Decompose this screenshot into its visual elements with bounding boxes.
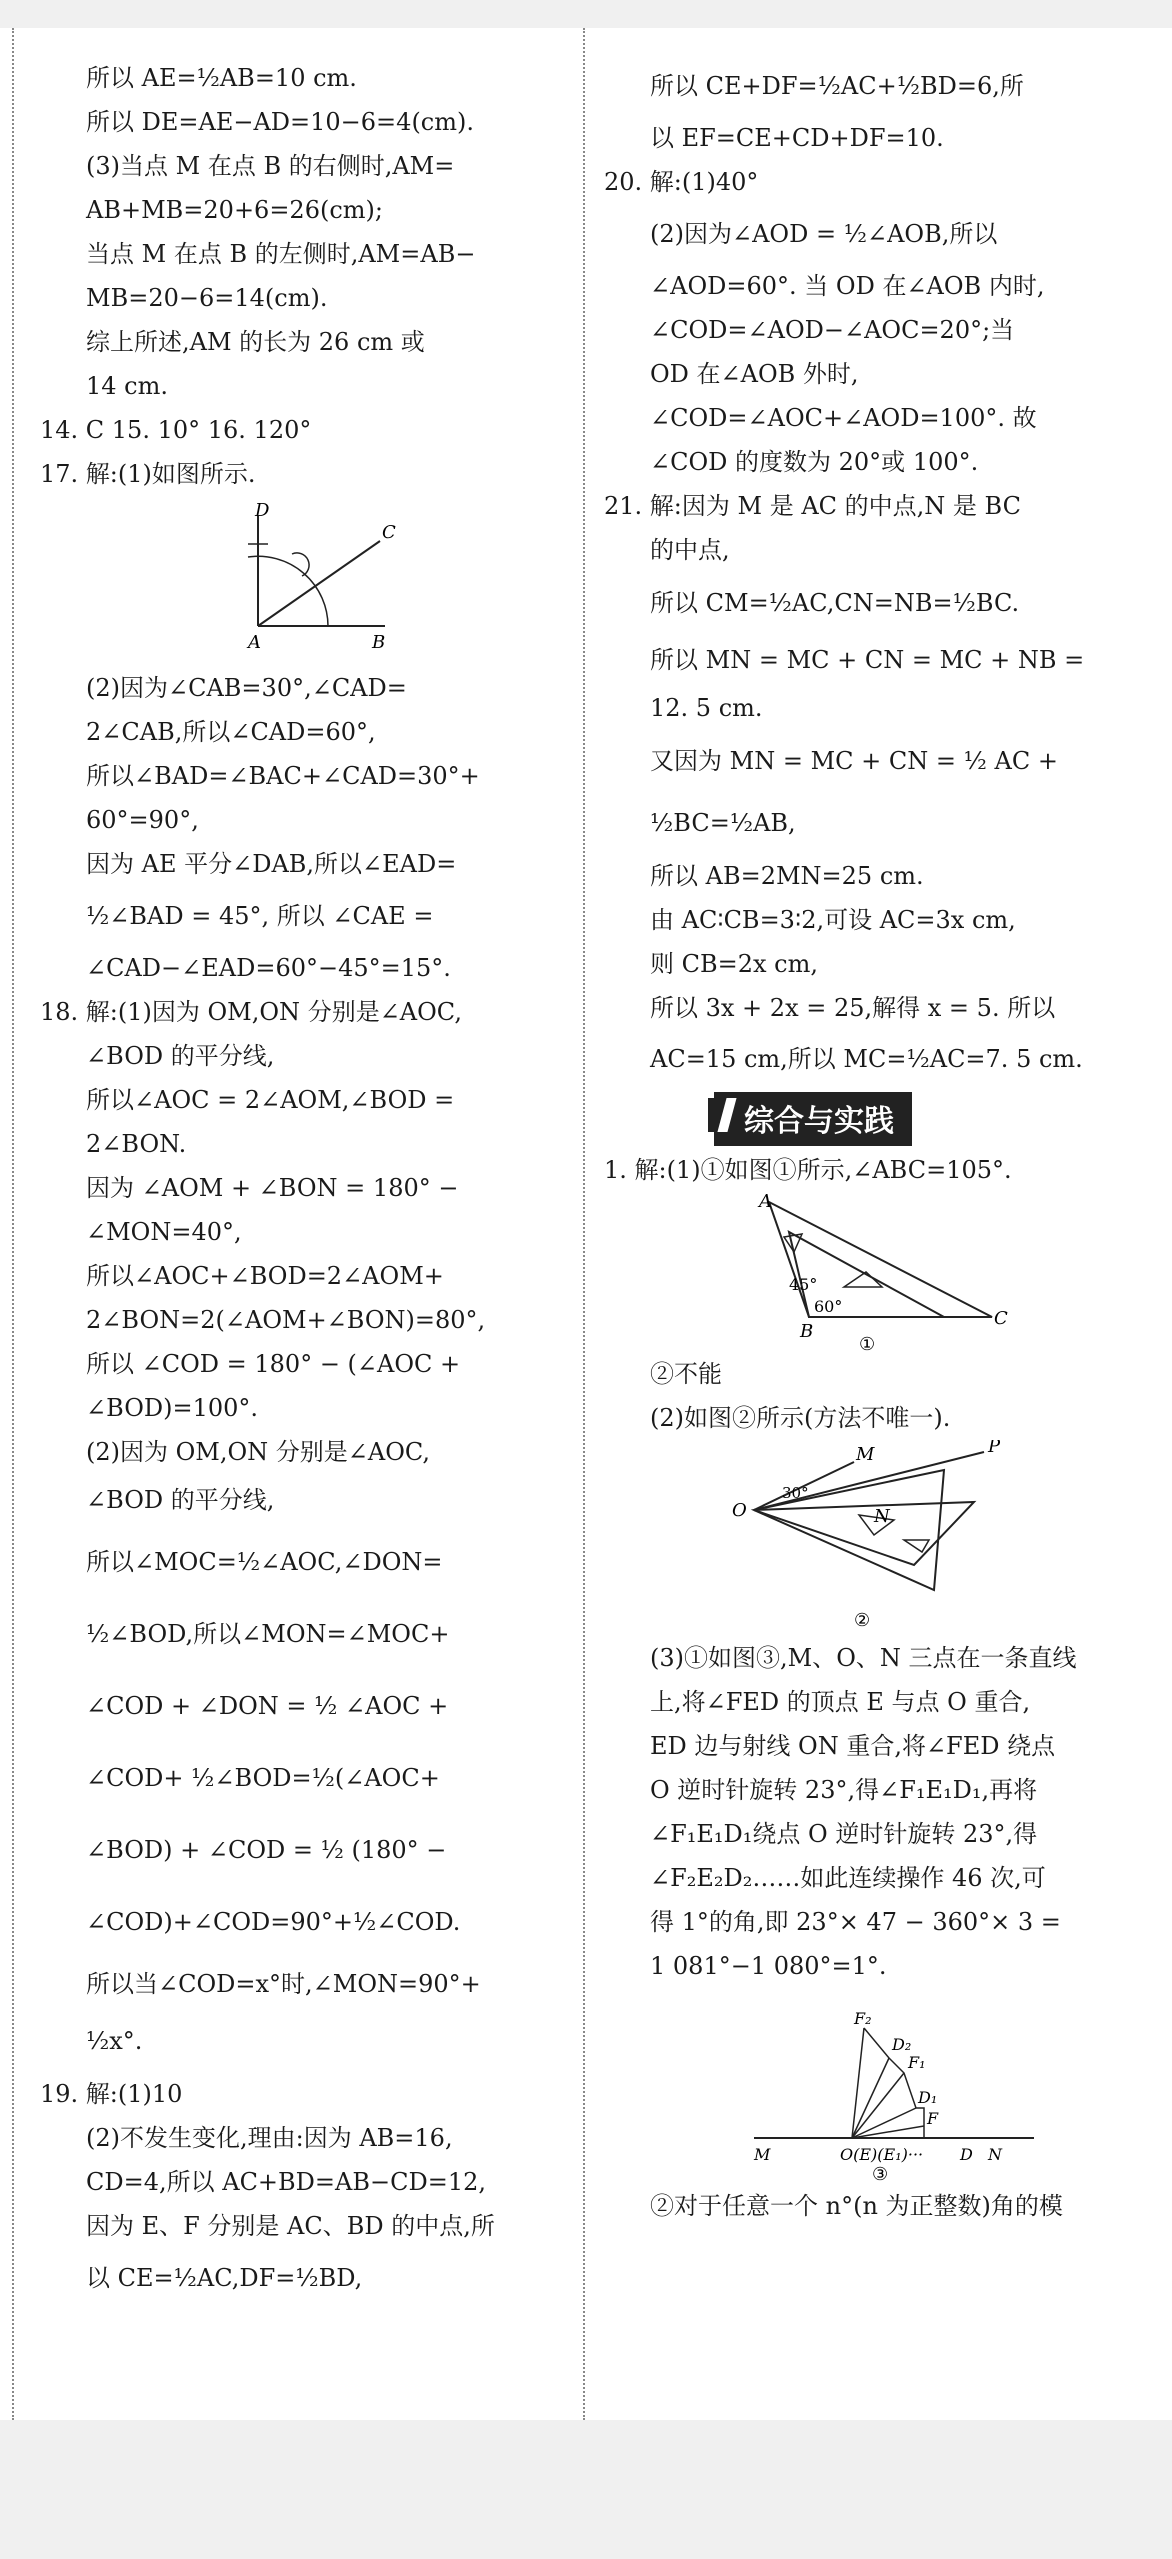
right-column — [604, 56, 1114, 2228]
text-line: 所以 MN = MC + CN = MC + NB = — [650, 646, 1085, 674]
figure-1-svg — [604, 1192, 1114, 1352]
text-line: ½BC=½AB, — [650, 809, 796, 837]
figure-caption: ① — [859, 1334, 876, 1352]
text-line: (2)因为 OM,ON 分别是∠AOC, — [86, 1438, 431, 1466]
text-line: 14 cm. — [86, 372, 168, 400]
text-line: ∠COD=∠AOD−∠AOC=20°;当 — [650, 316, 1015, 344]
text-line: ∠BOD 的平分线, — [86, 1042, 275, 1070]
arc-large — [248, 556, 328, 626]
text-line: MB=20−6=14(cm). — [86, 284, 328, 312]
text-line: 所以∠AOC+∠BOD=2∠AOM+ — [86, 1262, 444, 1290]
practice-1-header: 1. 解:(1)①如图①所示,∠ABC=105°. — [604, 1156, 1012, 1184]
text-line: ∠BOD 的平分线, — [86, 1486, 275, 1514]
text-line: 以 EF=CE+CD+DF=10. — [650, 124, 944, 152]
label-O: O — [732, 1500, 747, 1521]
label-A: A — [759, 1192, 772, 1212]
label-F: F — [927, 2109, 939, 2128]
text-line: 2∠BON. — [86, 1130, 187, 1158]
text-line: 所以 CM=½AC,CN=NB=½BC. — [650, 589, 1020, 617]
text-line: ②不能 — [650, 1360, 722, 1388]
text-line: ∠F₁E₁D₁绕点 O 逆时针旋转 23°,得 — [650, 1820, 1038, 1848]
text-line: ∠BOD)=100°. — [86, 1394, 259, 1422]
text-line: (2)因为∠AOD = ½∠AOB,所以 — [650, 220, 998, 248]
figure-2-svg — [604, 1440, 1114, 1636]
text-line: ½x°. — [86, 2027, 143, 2055]
text-line: OD 在∠AOB 外时, — [650, 360, 859, 388]
text-line: 所以 AB=2MN=25 cm. — [650, 862, 924, 890]
text-line: 12. 5 cm. — [650, 694, 763, 722]
text-line: 所以 3x + 2x = 25,解得 x = 5. 所以 — [650, 994, 1056, 1022]
label-D2: D₂ — [892, 2035, 912, 2054]
column-divider — [583, 28, 585, 2420]
text-line: 因为 E、F 分别是 AC、BD 的中点,所 — [86, 2212, 495, 2240]
figure-2 — [604, 1440, 1114, 1636]
ray-OF2 — [852, 2028, 864, 2138]
angle-45-label: 45° — [789, 1275, 818, 1294]
label-D: D — [960, 2145, 973, 2164]
answer-17-header: 17. 解:(1)如图所示. — [40, 460, 256, 488]
text-line: 则 CB=2x cm, — [650, 950, 818, 978]
figure-caption: ③ — [872, 2164, 889, 2184]
text-line: ∠COD+ ½∠BOD=½(∠AOC+ — [86, 1764, 440, 1792]
triangle-45 — [769, 1202, 992, 1317]
text-line: 当点 M 在点 B 的左侧时,AM=AB− — [86, 240, 476, 268]
text-line: (2)如图②所示(方法不唯一). — [650, 1404, 951, 1432]
text-line: 所以 AE=½AB=10 cm. — [86, 64, 357, 92]
answer-19-header: 19. 解:(1)10 — [40, 2080, 183, 2108]
text-line: ∠AOD=60°. 当 OD 在∠AOB 内时, — [650, 272, 1045, 300]
label-C: C — [994, 1308, 1008, 1329]
label-A: A — [248, 632, 261, 653]
text-line: ②对于任意一个 n°(n 为正整数)角的模 — [650, 2192, 1063, 2220]
arc-mark — [292, 553, 309, 576]
text-line: 因为 ∠AOM + ∠BON = 180° − — [86, 1174, 459, 1202]
figure-1 — [604, 1192, 1114, 1352]
label-N: N — [874, 1506, 890, 1527]
text-line: (2)不发生变化,理由:因为 AB=16, — [86, 2124, 453, 2152]
label-B: B — [800, 1321, 814, 1342]
text-line: 综上所述,AM 的长为 26 cm 或 — [86, 328, 425, 356]
label-M: M — [856, 1444, 875, 1465]
text-line: ∠CAD−∠EAD=60°−45°=15°. — [86, 954, 451, 982]
label-M: M — [754, 2145, 771, 2164]
label-N: N — [988, 2145, 1002, 2164]
text-line: ∠COD 的度数为 20°或 100°. — [650, 448, 979, 476]
ray-OF — [852, 2126, 924, 2138]
text-line: 1 081°−1 080°=1°. — [650, 1952, 887, 1980]
text-line: 所以∠MOC=½∠AOC,∠DON= — [86, 1548, 443, 1576]
text-line: 因为 AE 平分∠DAB,所以∠EAD= — [86, 850, 457, 878]
section-header — [604, 1088, 1114, 1148]
label-D: D — [255, 500, 270, 521]
text-line: 所以当∠COD=x°时,∠MON=90°+ — [86, 1970, 481, 1998]
answer-18-header: 18. 解:(1)因为 OM,ON 分别是∠AOC, — [40, 998, 462, 1026]
text-line: ½∠BOD,所以∠MON=∠MOC+ — [86, 1620, 450, 1648]
figure-3-svg — [604, 1988, 1114, 2184]
text-line: ED 边与射线 ON 重合,将∠FED 绕点 — [650, 1732, 1056, 1760]
text-line: ∠BOD) + ∠COD = ½ (180° − — [86, 1836, 447, 1864]
text-line: CD=4,所以 AC+BD=AB−CD=12, — [86, 2168, 486, 2196]
text-line: 所以 DE=AE−AD=10−6=4(cm). — [86, 108, 474, 136]
text-line: 的中点, — [650, 536, 730, 564]
text-line: 所以 ∠COD = 180° − (∠AOC + — [86, 1350, 461, 1378]
text-line: 上,将∠FED 的顶点 E 与点 O 重合, — [650, 1688, 1031, 1716]
text-line: (2)因为∠CAB=30°,∠CAD= — [86, 674, 407, 702]
label-B: B — [372, 632, 386, 653]
ray-OD1 — [852, 2108, 916, 2138]
text-line: ∠COD)+∠COD=90°+½∠COD. — [86, 1908, 461, 1936]
text-line: 以 CE=½AC,DF=½BD, — [86, 2264, 363, 2292]
text-line: ∠MON=40°, — [86, 1218, 242, 1246]
text-line: O 逆时针旋转 23°,得∠F₁E₁D₁,再将 — [650, 1776, 1038, 1804]
ray-AC — [258, 541, 380, 626]
answer-21-header: 21. 解:因为 M 是 AC 的中点,N 是 BC — [604, 492, 1021, 520]
text-line: 60°=90°, — [86, 806, 199, 834]
section-title: 综合与实践 — [714, 1092, 912, 1146]
text-line: AB+MB=20+6=26(cm); — [86, 196, 383, 224]
page-border-left — [12, 28, 14, 2420]
angle-60-label: 60° — [814, 1297, 843, 1316]
answer-line-14-16: 14. C 15. 10° 16. 120° — [40, 416, 312, 444]
figure-17 — [40, 496, 560, 666]
triangle-inner-2 — [904, 1540, 929, 1552]
figure-caption: ② — [854, 1610, 871, 1631]
text-line: ∠COD=∠AOC+∠AOD=100°. 故 — [650, 404, 1037, 432]
label-O: O(E)(E₁)··· — [840, 2145, 924, 2164]
text-line: 所以∠AOC = 2∠AOM,∠BOD = — [86, 1086, 455, 1114]
text-line: (3)当点 M 在点 B 的右侧时,AM= — [86, 152, 455, 180]
angle-30-label: 30° — [782, 1484, 809, 1502]
text-line: 由 AC∶CB=3∶2,可设 AC=3x cm, — [650, 906, 1016, 934]
label-C: C — [382, 522, 396, 543]
answer-20-header: 20. 解:(1)40° — [604, 168, 759, 196]
figure-17-svg — [40, 496, 560, 666]
answer-page — [0, 28, 1172, 2420]
text-line: 所以 CE+DF=½AC+½BD=6,所 — [650, 72, 1024, 100]
label-F2: F₂ — [854, 2009, 872, 2028]
text-line: ∠COD + ∠DON = ½ ∠AOC + — [86, 1692, 449, 1720]
label-F1: F₁ — [908, 2053, 926, 2072]
text-line: 得 1°的角,即 23°× 47 − 360°× 3 = — [650, 1908, 1061, 1936]
text-line: (3)①如图③,M、O、N 三点在一条直线 — [650, 1644, 1077, 1672]
label-P: P — [988, 1440, 1001, 1457]
text-line: 所以∠BAD=∠BAC+∠CAD=30°+ — [86, 762, 480, 790]
text-line: 2∠CAB,所以∠CAD=60°, — [86, 718, 376, 746]
text-line: ∠F₂E₂D₂……如此连续操作 46 次,可 — [650, 1864, 1046, 1892]
text-line: 又因为 MN = MC + CN = ½ AC + — [650, 747, 1058, 775]
label-D1: D₁ — [918, 2088, 938, 2107]
text-line: AC=15 cm,所以 MC=½AC=7. 5 cm. — [650, 1045, 1083, 1073]
text-line: 2∠BON=2(∠AOM+∠BON)=80°, — [86, 1306, 486, 1334]
figure-3 — [604, 1988, 1114, 2184]
text-line: ½∠BAD = 45°, 所以 ∠CAE = — [86, 902, 434, 930]
left-column — [40, 56, 560, 2308]
